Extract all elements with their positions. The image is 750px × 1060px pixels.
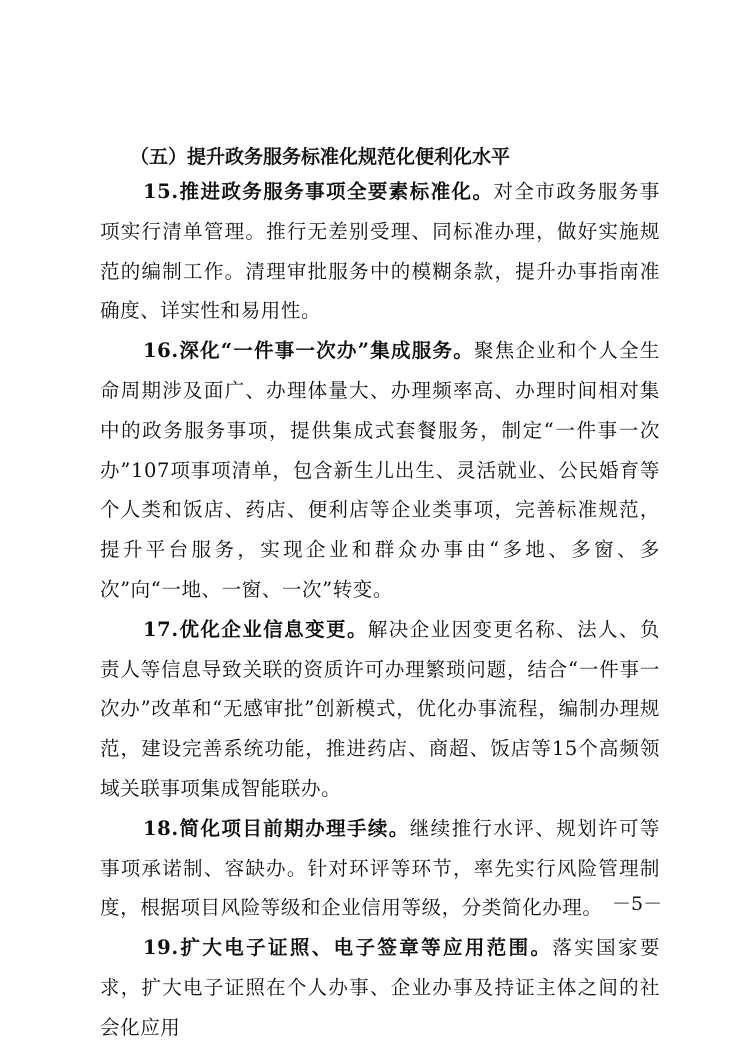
paragraph-19 [100,928,660,1047]
paragraph-lead: 18.简化项目前期办理手续。 [143,816,410,840]
paragraph-text: 对全市政务服务事项实行清单管理。推行无差别受理、同标准办理，做好实施规范的编制工作。清理审批服务中的模糊条款，提升办事指南准确度、详实性和易用性。 [100,180,660,323]
paragraph-16 [100,331,660,610]
paragraph-lead: 16.深化“一件事一次办”集成服务。 [143,339,474,363]
paragraph-text: 解决企业因变更名称、法人、负责人等信息导致关联的资质许可办理繁琐问题，结合“一件事一次办”改革和“无感审批”创新模式，优化办事流程，编制办理规范，建设完善系统功能，推进药店、商超、饭店等15个高频领域关联事项集成智能联办。 [100,617,660,800]
page-number: －5－ [612,893,663,915]
paragraph-text: 落实国家要求，扩大电子证照在个人办事、企业办事及持证主体之间的社会化应用 [100,936,660,1039]
paragraph-18 [100,809,663,928]
paragraph-lead: 19.扩大电子证照、电子签章等应用范围。 [143,936,553,960]
paragraph-text: 继续推行水评、规划许可等事项承诺制、容缺办。针对环评等环节，率先实行风险管理制度，根据项目风险等级和企业信用等级，分类简化办理。 [100,816,661,920]
paragraph-17 [100,610,660,809]
paragraph-text: 聚焦企业和个人全生命周期涉及面广、办理体量大、办理频率高、办理时间相对集中的政务服务事项，提供集成式套餐服务，制定“一件事一次办”107项事项清单，包含新生儿出生、灵活就业、公民婚育等个人类和饭店、药店、便利店等企业类事项，完善标准规范，提升平台服务，实现企业和群众办事由“多地、多窗、多次”向“一地、一窗、一次”转变。 [100,339,660,601]
body-text [100,172,663,1048]
paragraph-lead: 17.优化企业信息变更。 [143,617,368,641]
paragraph-lead: 15.推进政务服务事项全要素标准化。 [143,180,494,203]
paragraph-15 [100,172,660,331]
section-heading: （五）提升政务服务标准化规范化便利化水平 [130,146,511,168]
